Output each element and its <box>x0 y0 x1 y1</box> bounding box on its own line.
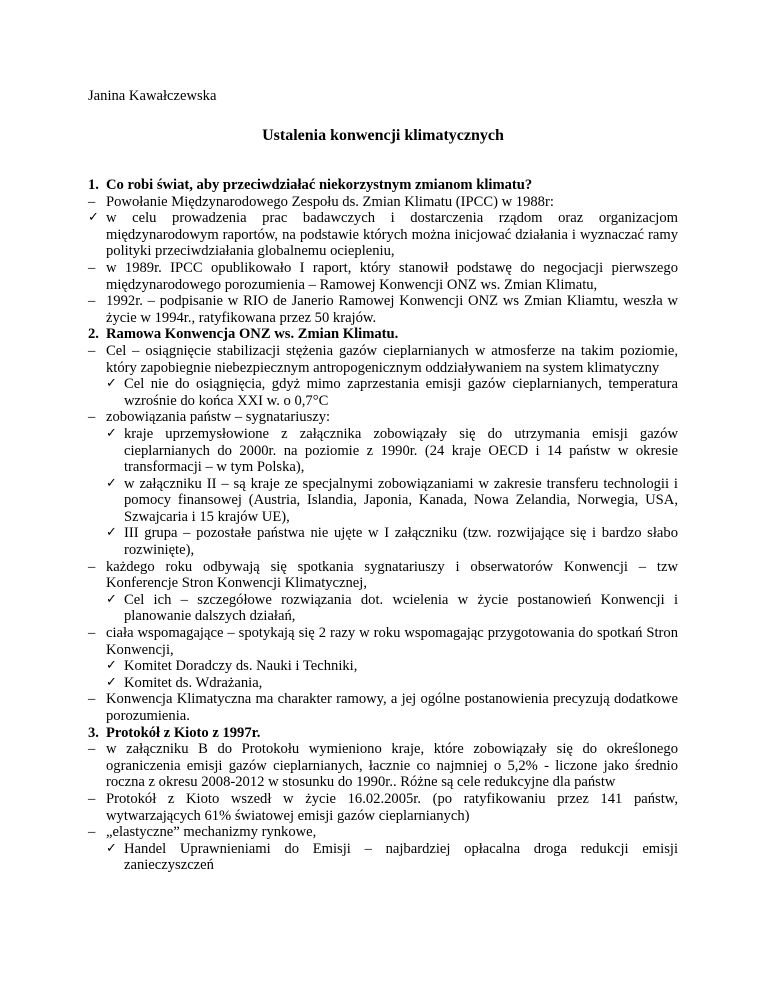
section-heading <box>88 177 678 194</box>
item-text: Cel nie do osiągnięcia, gdyż mimo zaprzestania emisji gazów cieplarnianych, temperatura wzrośnie do końca XXI w. o 0,7°C <box>124 376 678 409</box>
item-text: w załączniku II – są kraje ze specjalnymi zobowiązaniami w zakresie transferu technologii i pomocy finansowej (Austria, Islandia, Japonia, Kanada, Nowa Zelandia, Norwegia, USA, Szwajcaria i 15 krajów UE), <box>124 475 678 525</box>
checkmark-icon: ✓ <box>106 425 117 441</box>
document-title: Ustalenia konwencji klimatycznych <box>262 127 504 144</box>
dash-bullet-icon: – <box>88 409 96 426</box>
dash-bullet-icon: – <box>88 342 96 359</box>
checkmark-icon: ✓ <box>88 210 99 226</box>
item-text: w celu prowadzenia prac badawczych i dostarczenia rządom oraz organizacjom międzynarodowym raportów, na podstawie których można inicjować działania i wyznaczać ramy polityki przeciwdziałania globalnemu ociepleniu, <box>106 210 678 260</box>
item-text: Komitet ds. Wdrażania, <box>124 674 263 691</box>
dash-bullet-icon: – <box>88 824 96 841</box>
item-text: Komitet Doradczy ds. Nauki i Techniki, <box>124 658 358 675</box>
checkmark-icon: ✓ <box>106 475 117 491</box>
item-text: III grupa – pozostałe państwa nie ujęte w I załączniku (tzw. rozwijające się i bardzo słabo rozwinięte), <box>124 525 678 559</box>
bullet-item <box>88 409 678 426</box>
checklist-item <box>88 841 678 874</box>
item-text: każdego roku odbywają się spotkania sygnatariuszy i obserwatorów Konwencji – tzw Konferencje Stron Konwencji Klimatycznej, <box>106 558 678 592</box>
item-text: „elastyczne” mechanizmy rynkowe, <box>106 824 317 841</box>
item-text: Cel ich – szczegółowe rozwiązania dot. wcielenia w życie postanowień Konwencji i planowanie dalszych działań, <box>124 591 678 625</box>
checkmark-icon: ✓ <box>106 840 117 856</box>
author-name: Janina Kawałczewska <box>88 88 217 104</box>
dash-bullet-icon: – <box>88 293 96 310</box>
section-number: 2. <box>88 326 99 343</box>
bullet-item <box>88 824 678 841</box>
item-text: ciała wspomagające – spotykają się 2 razy w roku wspomagając przygotowania do spotkań Stron Konwencji, <box>106 625 678 658</box>
dash-bullet-icon: – <box>88 790 96 807</box>
bullet-item <box>88 293 678 326</box>
item-text: Ramowa Konwencja ONZ ws. Zmian Klimatu. <box>106 326 399 343</box>
item-text: kraje uprzemysłowione z załącznika zobowiązały się do utrzymania emisji gazów cieplarnianych do 2000r. na poziomie z 1990r. (24 kraje OECD i 14 państw w okresie transformacji – w tym Polska), <box>124 425 678 476</box>
dash-bullet-icon: – <box>88 259 96 276</box>
checkmark-icon: ✓ <box>106 658 117 674</box>
checkmark-icon: ✓ <box>106 376 117 392</box>
dash-bullet-icon: – <box>88 558 96 575</box>
item-text: Protokół z Kioto wszedł w życie 16.02.2005r. (po ratyfikowaniu przez 141 państw, wytwarzających 61% światowej emisji gazów cieplarnianych) <box>106 790 678 824</box>
bullet-item <box>88 691 678 724</box>
checklist-item <box>88 525 678 558</box>
item-text: Konwencja Klimatyczna ma charakter ramowy, a jej ogólne postanowienia precyzują dodatkowe porozumienia. <box>106 691 678 724</box>
checklist-item <box>88 476 678 526</box>
item-text: Co robi świat, aby przeciwdziałać niekorzystnym zmianom klimatu? <box>106 177 533 193</box>
checkmark-icon: ✓ <box>106 525 117 541</box>
checklist-item <box>88 658 678 675</box>
bullet-item <box>88 791 678 824</box>
bullet-item <box>88 625 678 658</box>
document-body <box>88 177 678 874</box>
item-text: w 1989r. IPCC opublikowało I raport, który stanowił podstawę do negocjacji pierwszego międzynarodowego porozumienia – Ramowej Konwencji ONZ ws. Zmian Klimatu, <box>106 259 678 293</box>
dash-bullet-icon: – <box>88 193 96 210</box>
section-heading <box>88 326 678 343</box>
bullet-item <box>88 343 678 376</box>
item-text: 1992r. – podpisanie w RIO de Janerio Ramowej Konwencji ONZ ws Zmian Kliamtu, weszła w życie w 1994r., ratyfikowana przez 50 krajów. <box>106 293 678 326</box>
item-text: Protokół z Kioto z 1997r. <box>106 724 261 741</box>
checklist-item <box>88 210 678 260</box>
dash-bullet-icon: – <box>88 625 96 642</box>
item-text: Cel – osiągnięcie stabilizacji stężenia gazów cieplarnianych w atmosferze na takim poziomie, który zapobiegnie niebezpiecznym antropogenicznym oddziaływaniem na system klimatyczny <box>106 342 678 376</box>
bullet-item <box>88 260 678 293</box>
checkmark-icon: ✓ <box>106 674 117 690</box>
item-text: Powołanie Międzynarodowego Zespołu ds. Zmian Klimatu (IPCC) w 1988r: <box>106 193 554 210</box>
checklist-item <box>88 675 678 692</box>
item-text: zobowiązania państw – sygnatariuszy: <box>106 409 331 426</box>
section-number: 3. <box>88 724 99 741</box>
bullet-item <box>88 741 678 791</box>
item-text: w załączniku B do Protokołu wymieniono kraje, które zobowiązały się do określonego ograniczenia emisji gazów cieplarnianych, łacznie co najmniej o 5,2% - liczone jako średnio roczna z okresu 2008-2012 w stosunku do 1990r.. Różne są cele redukcyjne dla państw <box>106 741 678 791</box>
checkmark-icon: ✓ <box>106 591 117 607</box>
checklist-item <box>88 426 678 476</box>
section-number: 1. <box>88 177 99 193</box>
checklist-item <box>88 376 678 409</box>
bullet-item <box>88 194 678 211</box>
dash-bullet-icon: – <box>88 741 96 758</box>
bullet-item <box>88 559 678 592</box>
section-heading <box>88 725 678 742</box>
checklist-item <box>88 592 678 625</box>
dash-bullet-icon: – <box>88 691 96 708</box>
item-text: Handel Uprawnieniami do Emisji – najbardziej opłacalna droga redukcji emisji zanieczyszczeń <box>124 840 678 874</box>
